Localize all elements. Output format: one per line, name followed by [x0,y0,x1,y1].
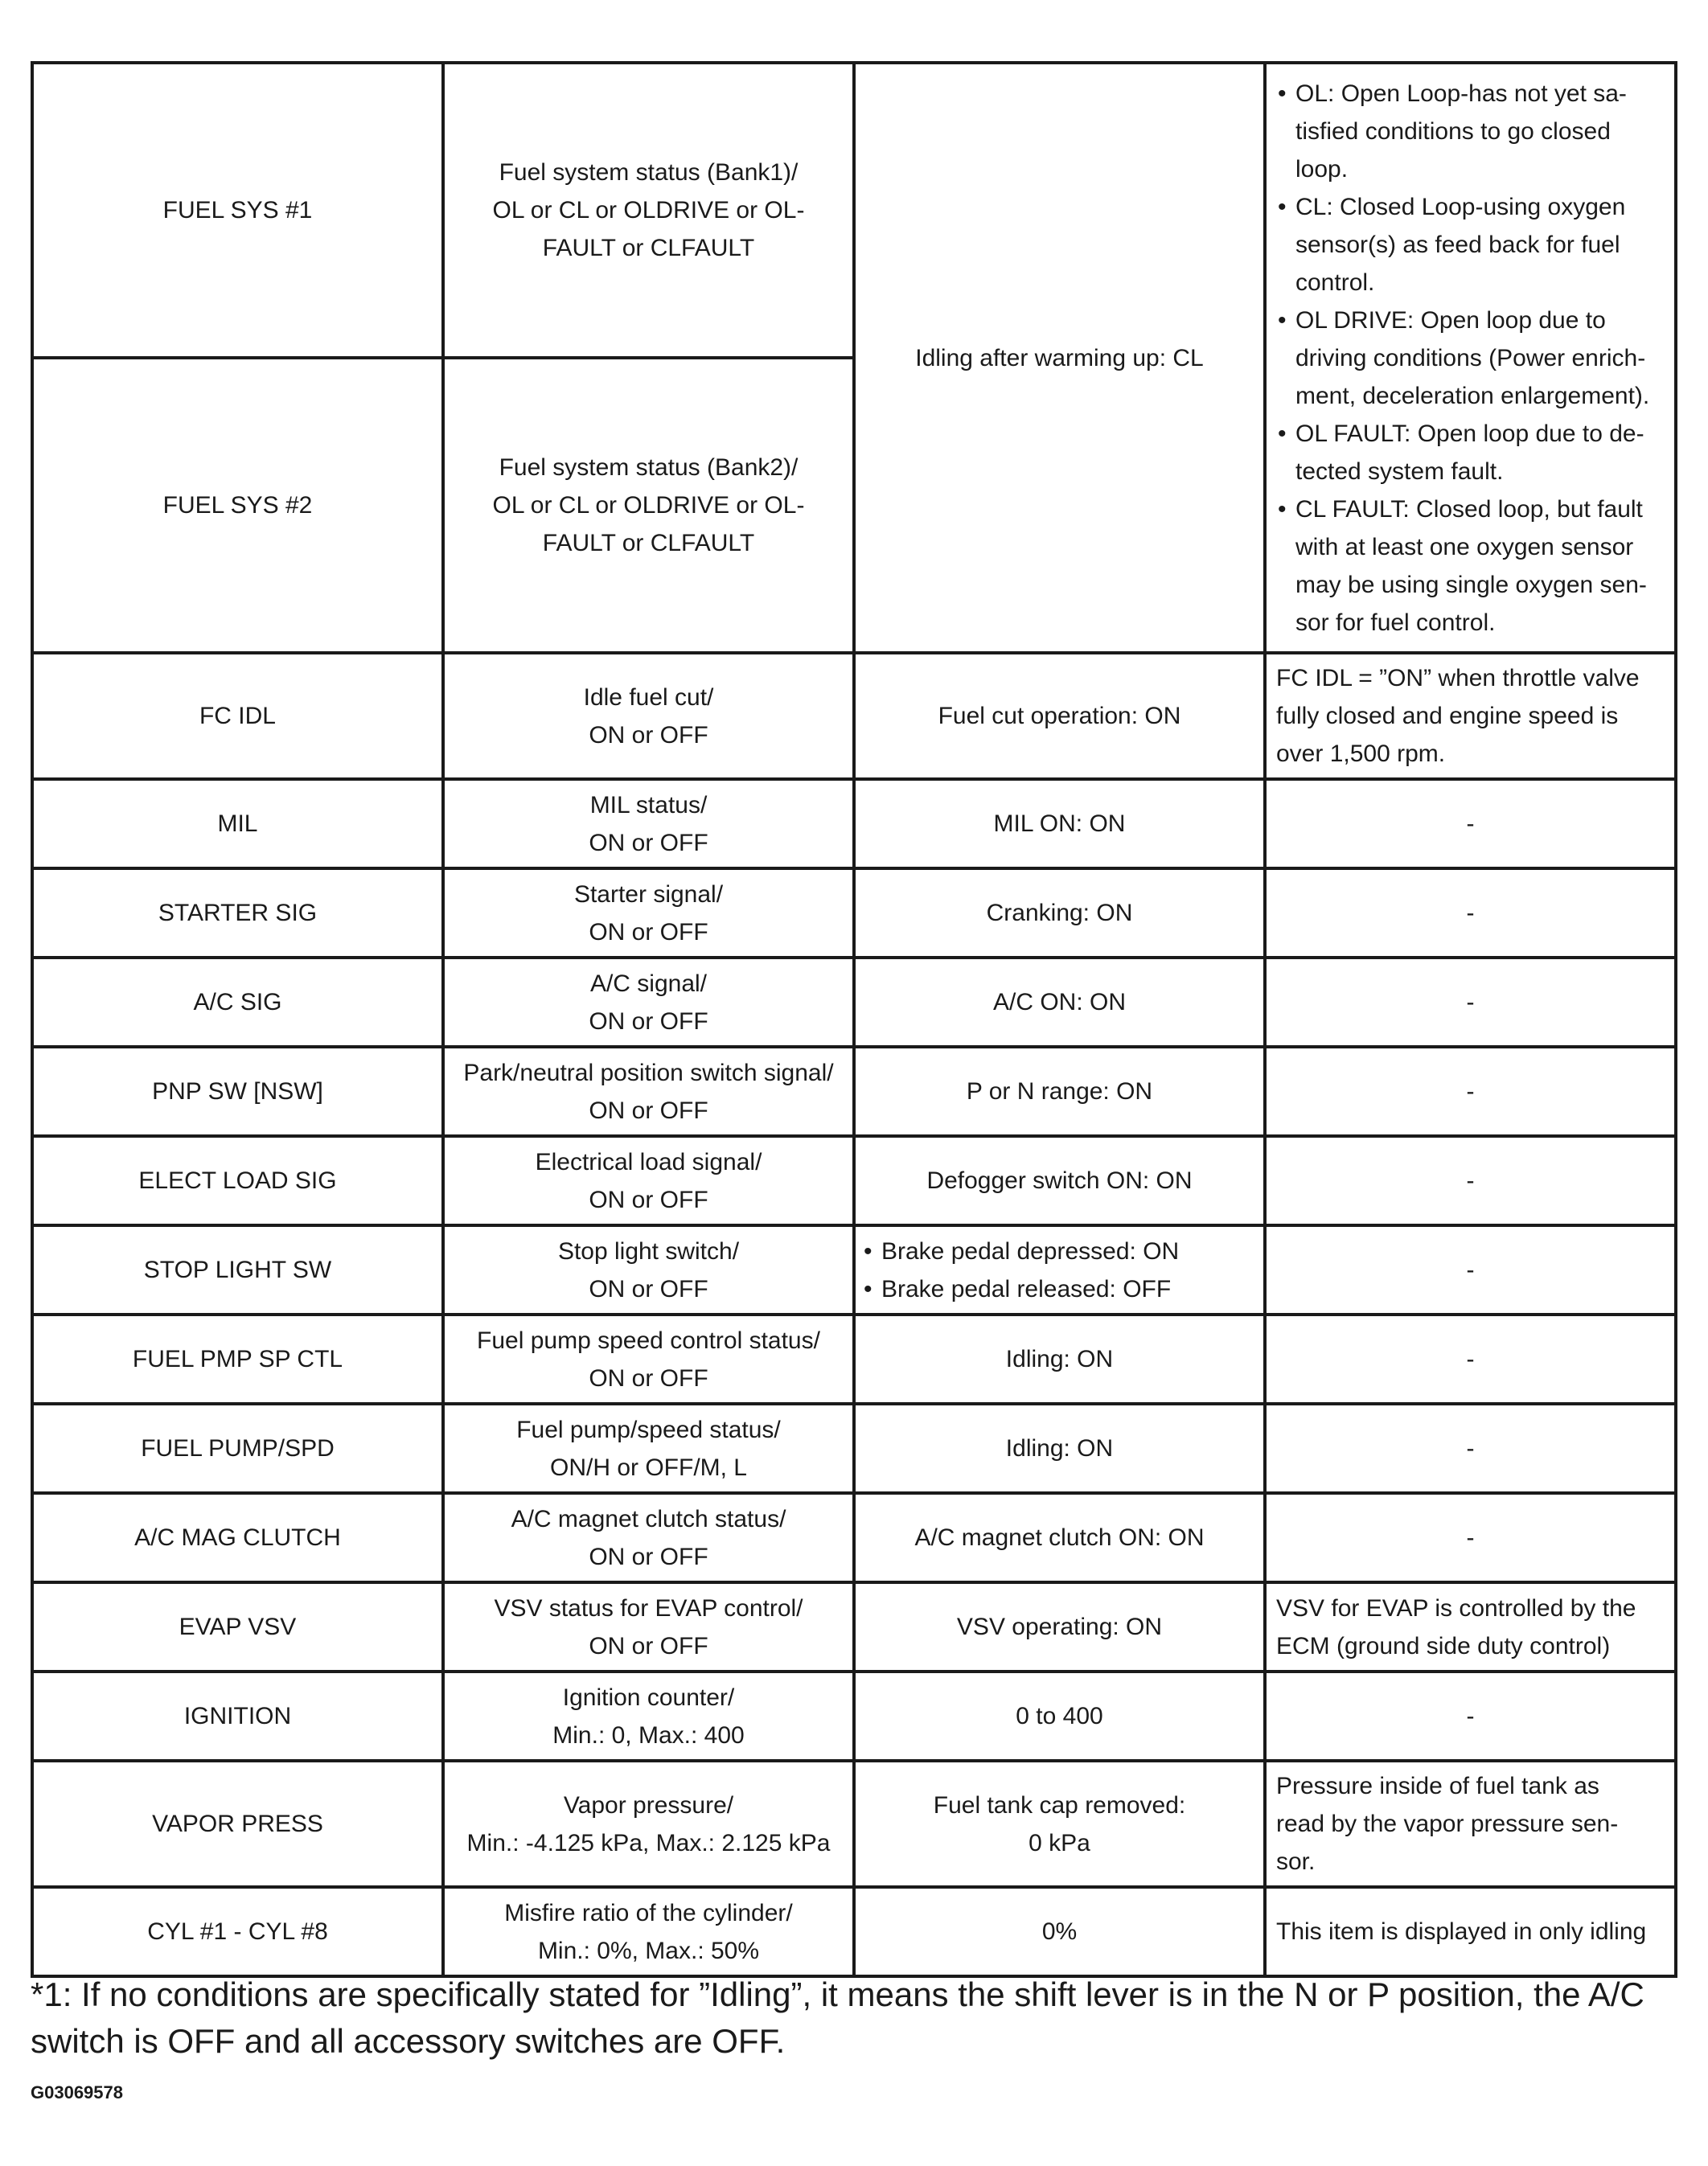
bullet-item [1276,302,1665,415]
cell-line: - [1466,1078,1475,1105]
normal-condition-cell [854,958,1265,1047]
cell-line: Fuel system status (Bank2)/ [499,454,799,481]
cell-line: ON or OFF [589,1275,708,1302]
normal-condition-cell [854,1225,1265,1315]
description-cell [443,1582,854,1672]
cell-line: Fuel tank cap removed: [933,1791,1186,1819]
table-row [32,779,1676,868]
cell-line: ON or OFF [589,1364,708,1392]
cell-line: with at least one oxygen sensor [1295,533,1634,560]
cell-line: P or N range: ON [966,1078,1153,1105]
item-name: PNP SW [NSW] [152,1078,323,1105]
cell-line: Vapor pressure/ [563,1791,734,1819]
cell-line: over 1,500 rpm. [1276,740,1446,767]
footnote-line: *1: If no conditions are specifically stated for ”Idling”, it means the shift lever is in the N or P position, the A/C [31,1975,1644,2013]
cell-line: Fuel cut operation: ON [938,703,1181,729]
cell-line: - [1466,1703,1475,1729]
cell-line: Idle fuel cut/ [583,683,714,711]
normal-condition-cell [854,1672,1265,1761]
bullet-item: • Brake pedal released: OFF [862,1270,1252,1308]
description-cell [443,958,854,1047]
normal-condition-cell [854,1761,1265,1887]
cell-line: Starter signal/ [573,880,724,908]
table-row [32,1404,1676,1493]
table-row [32,868,1676,958]
cell-line: VSV status for EVAP control/ [494,1594,803,1622]
cell-line: Stop light switch/ [557,1237,740,1265]
cell-line: 0 to 400 [1016,1703,1103,1729]
item-cell [32,1672,443,1761]
cell-line: - [1466,1346,1475,1372]
description-cell [443,779,854,868]
cell-line: ON or OFF [589,1632,708,1659]
data-list-body [32,63,1676,1976]
table-row [32,1225,1676,1315]
cell-line: Misfire ratio of the cylinder/ [504,1899,793,1926]
item-name: FUEL SYS #1 [162,197,313,224]
cell-line: driving conditions (Power enrich- [1295,344,1646,371]
cell-line: • OL FAULT: Open loop due to de- [1295,420,1644,447]
cell-line: ON or OFF [589,1543,708,1570]
cell-line: • OL DRIVE: Open loop due to [1295,306,1606,334]
normal-condition-cell [854,779,1265,868]
item-name: CYL #1 - CYL #8 [147,1918,328,1945]
diagnostic-note-cell [1265,1136,1676,1225]
cell-line: ON or OFF [589,1186,708,1213]
normal-condition-cell [854,1887,1265,1976]
description-cell [443,1761,854,1887]
cell-line: ON or OFF [589,829,708,856]
cell-line: read by the vapor pressure sen- [1276,1811,1619,1837]
cell-line: Fuel system status (Bank1)/ [499,159,799,186]
normal-condition-cell [854,1493,1265,1582]
cell-line: This item is displayed in only idling [1276,1918,1647,1945]
description-cell [443,1315,854,1404]
cell-line: sor for fuel control. [1295,609,1496,636]
cell-line: sor. [1276,1848,1316,1875]
item-name: A/C SIG [193,989,282,1015]
item-name: A/C MAG CLUTCH [134,1524,341,1551]
description-cell [443,1136,854,1225]
cell-line: Min.: 0%, Max.: 50% [537,1937,760,1964]
item-cell [32,358,443,653]
table-row [32,1887,1676,1976]
normal-condition-cell [854,1136,1265,1225]
cell-line: - [1466,810,1475,837]
cell-line: Idling: ON [1005,1435,1114,1462]
cell-line: ON or OFF [589,1097,708,1124]
cell-line: tisfied conditions to go closed [1295,117,1611,145]
table-row [32,1582,1676,1672]
table-row [32,63,1676,358]
cell-line: - [1466,1257,1475,1283]
normal-condition-cell [854,868,1265,958]
item-cell [32,653,443,779]
diagnostic-note-cell [1265,1761,1676,1887]
cell-line: Pressure inside of fuel tank as [1276,1773,1599,1799]
item-cell [32,779,443,868]
fuel-status-bullets [1276,75,1665,642]
cell-line: - [1466,1435,1475,1462]
condition-bullets [862,1233,1252,1308]
item-cell [32,1582,443,1672]
cell-line: 0% [1041,1918,1078,1945]
normal-condition-cell [854,1047,1265,1136]
diagnostic-note-cell [1265,779,1676,868]
cell-line: ment, deceleration enlargement). [1295,382,1650,409]
normal-condition-cell [854,1315,1265,1404]
cell-line: Defogger switch ON: ON [926,1167,1193,1194]
description-cell [443,653,854,779]
cell-line: sensor(s) as feed back for fuel [1295,231,1620,258]
diagnostic-note-cell [1265,868,1676,958]
table-row [32,653,1676,779]
cell-line: VSV operating: ON [956,1614,1163,1640]
item-cell [32,1136,443,1225]
item-cell [32,1493,443,1582]
diagnostic-note-cell [1265,1404,1676,1493]
description-cell [443,358,854,653]
item-name: IGNITION [183,1703,292,1729]
normal-condition-cell [854,653,1265,779]
item-name: FUEL SYS #2 [162,492,313,519]
normal-condition: Idling after warming up: CL [915,344,1204,371]
cell-line: • CL: Closed Loop-using oxygen [1295,193,1626,220]
table-row [32,1761,1676,1887]
normal-condition-cell [854,63,1265,653]
diagnostic-note-cell [1265,1493,1676,1582]
item-cell [32,1887,443,1976]
cell-line: Fuel pump speed control status/ [477,1327,820,1354]
cell-line: Min.: -4.125 kPa, Max.: 2.125 kPa [466,1829,831,1856]
cell-line: - [1466,1167,1475,1194]
cell-line: 0 kPa [1028,1829,1090,1856]
bullet-item [1276,75,1665,188]
item-cell [32,958,443,1047]
item-name: STARTER SIG [158,900,318,926]
item-cell [32,1047,443,1136]
cell-line: Idling: ON [1005,1346,1114,1372]
cell-line: FAULT or CLFAULT [542,235,755,261]
table-row [32,1315,1676,1404]
cell-line: VSV for EVAP is controlled by the [1276,1594,1636,1622]
cell-line: Fuel pump/speed status/ [516,1416,781,1443]
description-cell [443,1404,854,1493]
item-name: FC IDL [199,703,276,729]
footnote-line: switch is OFF and all accessory switches are OFF. [31,2022,786,2060]
cell-line: - [1466,900,1475,926]
item-name: FUEL PUMP/SPD [141,1435,335,1462]
cell-line: FC IDL = ”ON” when throttle valve [1276,665,1640,691]
item-cell [32,868,443,958]
cell-line: A/C magnet clutch ON: ON [914,1524,1205,1551]
normal-condition-cell [854,1404,1265,1493]
item-cell [32,1315,443,1404]
cell-line: ON or OFF [589,1007,708,1035]
item-name: STOP LIGHT SW [143,1257,332,1283]
item-cell [32,1404,443,1493]
cell-line: - [1466,1524,1475,1551]
diagnostic-note-cell [1265,653,1676,779]
cell-line: A/C magnet clutch status/ [511,1505,786,1532]
diagnostic-note-cell [1265,1672,1676,1761]
cell-line: FAULT or CLFAULT [542,530,755,556]
footnote [31,1971,1687,2065]
cell-line: ECM (ground side duty control) [1276,1632,1611,1659]
cell-line: loop. [1295,155,1349,183]
description-cell [443,1047,854,1136]
description-cell [443,1225,854,1315]
cell-line: • OL: Open Loop-has not yet sa- [1295,80,1627,107]
diagnostic-note-cell [1265,63,1676,653]
description-cell [443,868,854,958]
item-cell [32,1761,443,1887]
bullet-item [1276,490,1665,642]
cell-line: OL or CL or OLDRIVE or OL- [492,492,805,519]
item-name: ELECT LOAD SIG [138,1167,337,1194]
cell-line: A/C ON: ON [992,989,1126,1015]
item-cell [32,1225,443,1315]
table-row [32,1493,1676,1582]
cell-line: Ignition counter/ [562,1684,735,1711]
cell-line: Park/neutral position switch signal/ [463,1059,834,1086]
cell-line: MIL ON: ON [993,810,1126,837]
cell-line: - [1466,989,1475,1015]
table-row [32,1136,1676,1225]
item-cell [32,63,443,358]
cell-line: Min.: 0, Max.: 400 [552,1721,745,1749]
diagnostic-note-cell [1265,1225,1676,1315]
bullet-item [1276,415,1665,490]
description-cell [443,1493,854,1582]
cell-line: may be using single oxygen sen- [1295,571,1647,598]
table-row [32,1047,1676,1136]
item-name: EVAP VSV [179,1614,297,1640]
table-row [32,1672,1676,1761]
cell-line: Cranking: ON [986,900,1133,926]
item-name: VAPOR PRESS [152,1811,323,1837]
figure-code: G03069578 [31,2082,123,2102]
item-name: FUEL PMP SP CTL [132,1346,343,1372]
cell-line: OL or CL or OLDRIVE or OL- [492,197,805,224]
diagnostic-note-cell [1265,1582,1676,1672]
bullet-item: • Brake pedal depressed: ON [862,1233,1252,1270]
diagnostic-note-cell [1265,1047,1676,1136]
cell-line: fully closed and engine speed is [1276,703,1619,729]
cell-line: tected system fault. [1295,457,1504,485]
description-cell [443,1672,854,1761]
cell-line: control. [1295,269,1375,296]
cell-line: A/C signal/ [589,970,708,997]
cell-line: ON/H or OFF/M, L [549,1454,747,1481]
description-cell [443,1887,854,1976]
normal-condition-cell [854,1582,1265,1672]
diagnostic-note-cell [1265,958,1676,1047]
diagnostic-note-cell [1265,1315,1676,1404]
cell-line: Electrical load signal/ [535,1148,762,1175]
cell-line: ON or OFF [589,721,708,749]
description-cell [443,63,854,358]
item-name: MIL [217,810,258,837]
table-row [32,958,1676,1047]
cell-line: • CL FAULT: Closed loop, but fault [1295,495,1643,523]
cell-line: MIL status/ [589,791,708,818]
data-list-table [31,61,1677,1978]
diagnostic-note-cell [1265,1887,1676,1976]
bullet-item [1276,188,1665,302]
cell-line: ON or OFF [589,918,708,946]
